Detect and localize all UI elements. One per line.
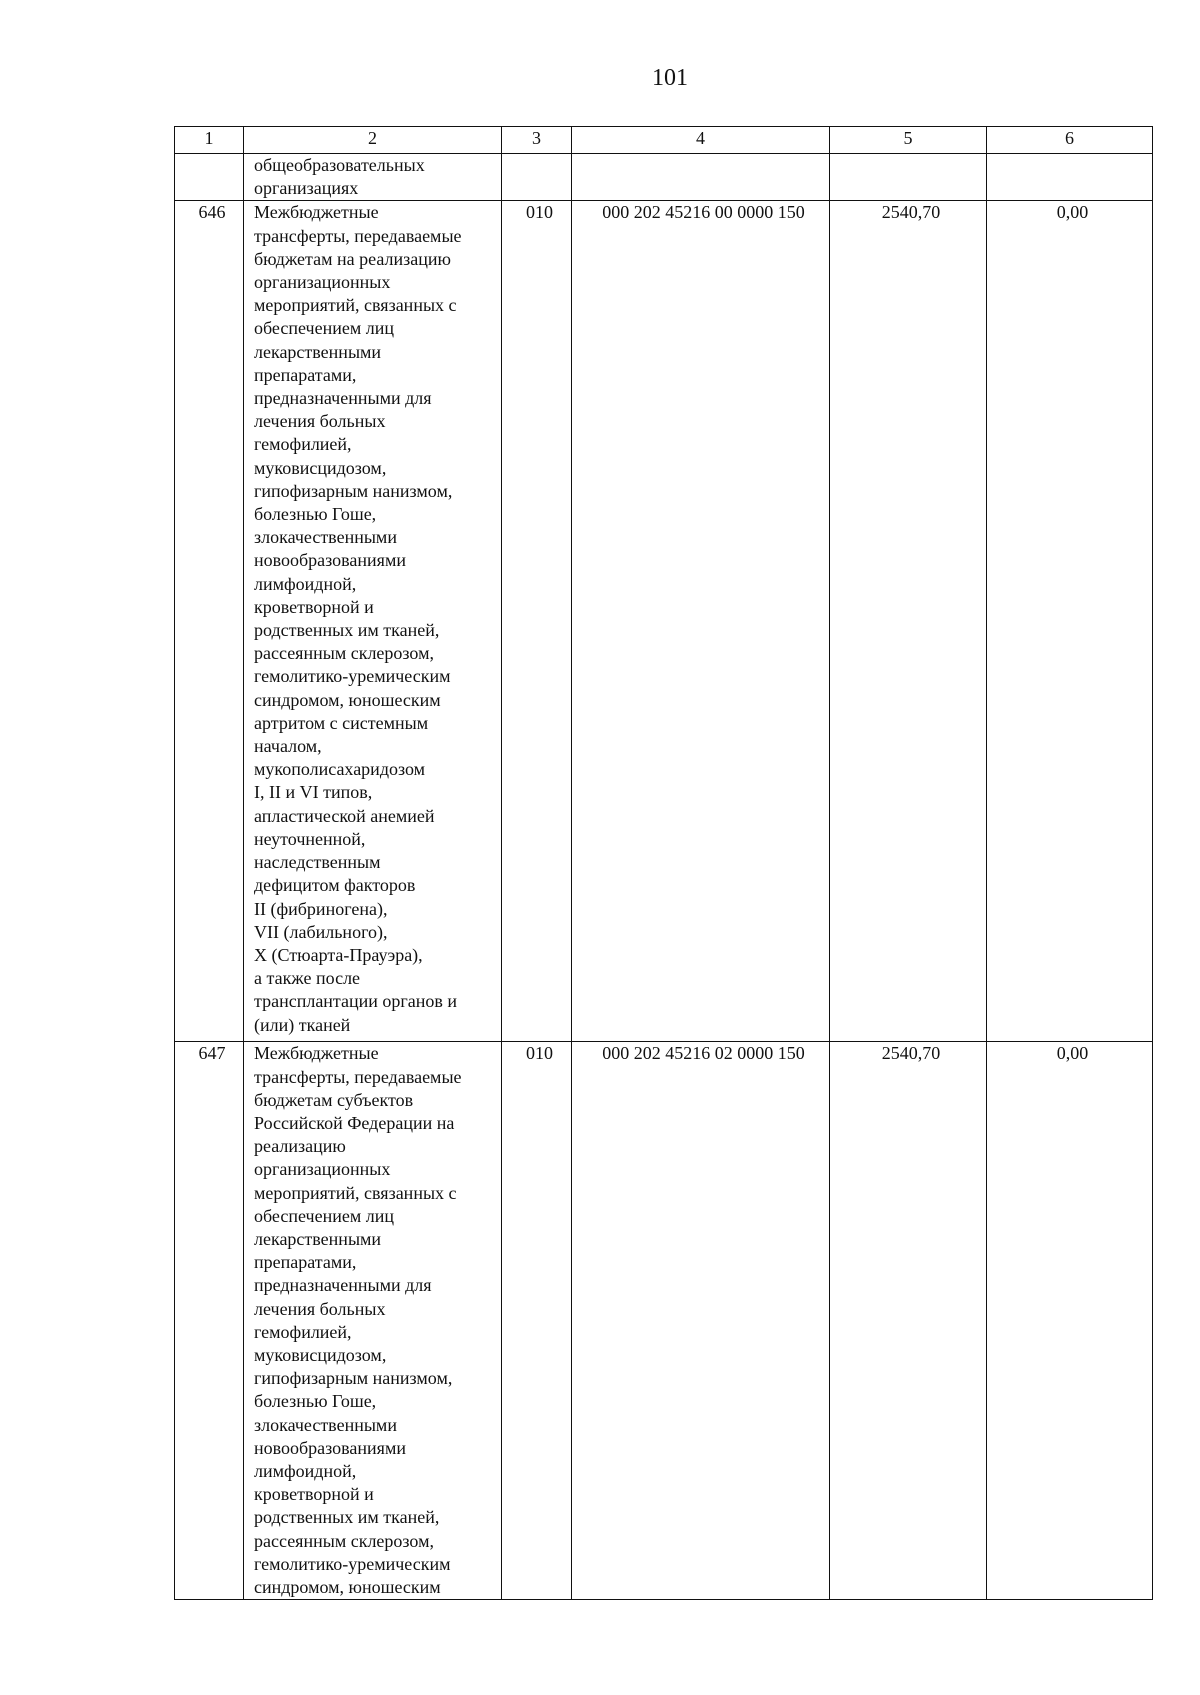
header-col-3: 3 — [502, 127, 572, 154]
name-line: Межбюджетные — [254, 1043, 379, 1064]
cell-col5: 2540,70 — [830, 1042, 987, 1600]
name-line: новообразованиями — [254, 550, 406, 571]
name-line: лечения больных — [254, 1298, 386, 1319]
header-col-2: 2 — [244, 127, 502, 154]
name-line: муковисцидозом, — [254, 457, 387, 478]
name-line: неуточненной, — [254, 828, 366, 849]
name-line: лечения больных — [254, 411, 386, 432]
name-line: трансферты, передаваемые — [254, 225, 462, 246]
name-line: предназначенными для — [254, 1275, 432, 1296]
name-line: злокачественными — [254, 1414, 397, 1435]
cell-code: 000 202 45216 02 0000 150 — [572, 1042, 830, 1600]
continuation-row — [175, 154, 1153, 201]
name-line: лекарственными — [254, 341, 382, 362]
budget-table — [174, 126, 1153, 1600]
cell-name — [244, 201, 502, 1042]
name-line: началом, — [254, 736, 322, 757]
cell-num — [175, 154, 244, 201]
name-line: организациях — [254, 178, 359, 199]
name-line: бюджетам субъектов — [254, 1089, 414, 1110]
name-line: реализацию — [254, 1136, 346, 1157]
cell-col6: 0,00 — [987, 1042, 1153, 1600]
table-row — [175, 201, 1153, 1042]
name-line: синдромом, юношеским — [254, 1577, 441, 1598]
cell-code — [572, 154, 830, 201]
name-line: Межбюджетные — [254, 202, 379, 223]
name-line: препаратами, — [254, 364, 357, 385]
name-line: болезнью Гоше, — [254, 504, 377, 525]
cell-col6 — [987, 154, 1153, 201]
name-line: новообразованиями — [254, 1437, 406, 1458]
name-line: мероприятий, связанных с — [254, 295, 457, 316]
name-line: дефицитом факторов — [254, 875, 416, 896]
name-line: гемофилией, — [254, 1321, 352, 1342]
name-line: рассеянным склерозом, — [254, 643, 434, 664]
name-line: препаратами, — [254, 1252, 357, 1273]
header-col-6: 6 — [987, 127, 1153, 154]
cell-name — [244, 1042, 502, 1600]
cell-num: 647 — [175, 1042, 244, 1600]
header-col-4: 4 — [572, 127, 830, 154]
name-line: артритом с системным — [254, 712, 429, 733]
cell-col6: 0,00 — [987, 201, 1153, 1042]
name-line: предназначенными для — [254, 388, 432, 409]
header-col-1: 1 — [175, 127, 244, 154]
name-line: апластической анемией — [254, 805, 435, 826]
name-line: организационных — [254, 1159, 391, 1180]
name-line: Российской Федерации на — [254, 1113, 455, 1134]
name-line: гемолитико-уремическим — [254, 1553, 451, 1574]
cell-col5 — [830, 154, 987, 201]
name-line: синдромом, юношеским — [254, 689, 441, 710]
name-line: родственных им тканей, — [254, 1507, 440, 1528]
cell-col3: 010 — [502, 1042, 572, 1600]
name-line: (или) тканей — [254, 1014, 351, 1035]
name-line: X (Стюарта-Прауэра), — [254, 944, 423, 965]
name-line: злокачественными — [254, 527, 397, 548]
name-line: муковисцидозом, — [254, 1345, 387, 1366]
name-line: обеспечением лиц — [254, 1205, 394, 1226]
name-line: обеспечением лиц — [254, 318, 394, 339]
name-line: бюджетам на реализацию — [254, 248, 451, 269]
name-line: лекарственными — [254, 1229, 382, 1250]
page-number: 101 — [652, 65, 688, 91]
name-line: кроветворной и — [254, 596, 374, 617]
header-col-5: 5 — [830, 127, 987, 154]
name-line: трансплантации органов и — [254, 991, 458, 1012]
name-line: II (фибриногена), — [254, 898, 388, 919]
header-row — [175, 127, 1153, 154]
cell-col5: 2540,70 — [830, 201, 987, 1042]
name-line: кроветворной и — [254, 1484, 374, 1505]
cell-code: 000 202 45216 00 0000 150 — [572, 201, 830, 1042]
name-line: гемофилией, — [254, 434, 352, 455]
name-line: мероприятий, связанных с — [254, 1182, 457, 1203]
cell-col3: 010 — [502, 201, 572, 1042]
name-line: мукополисахаридозом — [254, 759, 426, 780]
name-line: общеобразовательных — [254, 155, 425, 175]
name-line: а также после — [254, 968, 361, 989]
name-line: трансферты, передаваемые — [254, 1066, 462, 1087]
name-line: наследственным — [254, 852, 381, 873]
cell-col3 — [502, 154, 572, 201]
name-line: организационных — [254, 272, 391, 293]
name-line: гипофизарным нанизмом, — [254, 1368, 453, 1389]
name-line: VII (лабильного), — [254, 921, 388, 942]
name-line: лимфоидной, — [254, 1461, 357, 1482]
name-line: гипофизарным нанизмом, — [254, 480, 453, 501]
name-line: болезнью Гоше, — [254, 1391, 377, 1412]
cell-num: 646 — [175, 201, 244, 1042]
name-line: I, II и VI типов, — [254, 782, 373, 803]
name-line: лимфоидной, — [254, 573, 357, 594]
name-line: родственных им тканей, — [254, 620, 440, 641]
table-row — [175, 1042, 1153, 1600]
name-line: гемолитико-уремическим — [254, 666, 451, 687]
cell-name — [244, 154, 502, 201]
name-line: рассеянным склерозом, — [254, 1530, 434, 1551]
